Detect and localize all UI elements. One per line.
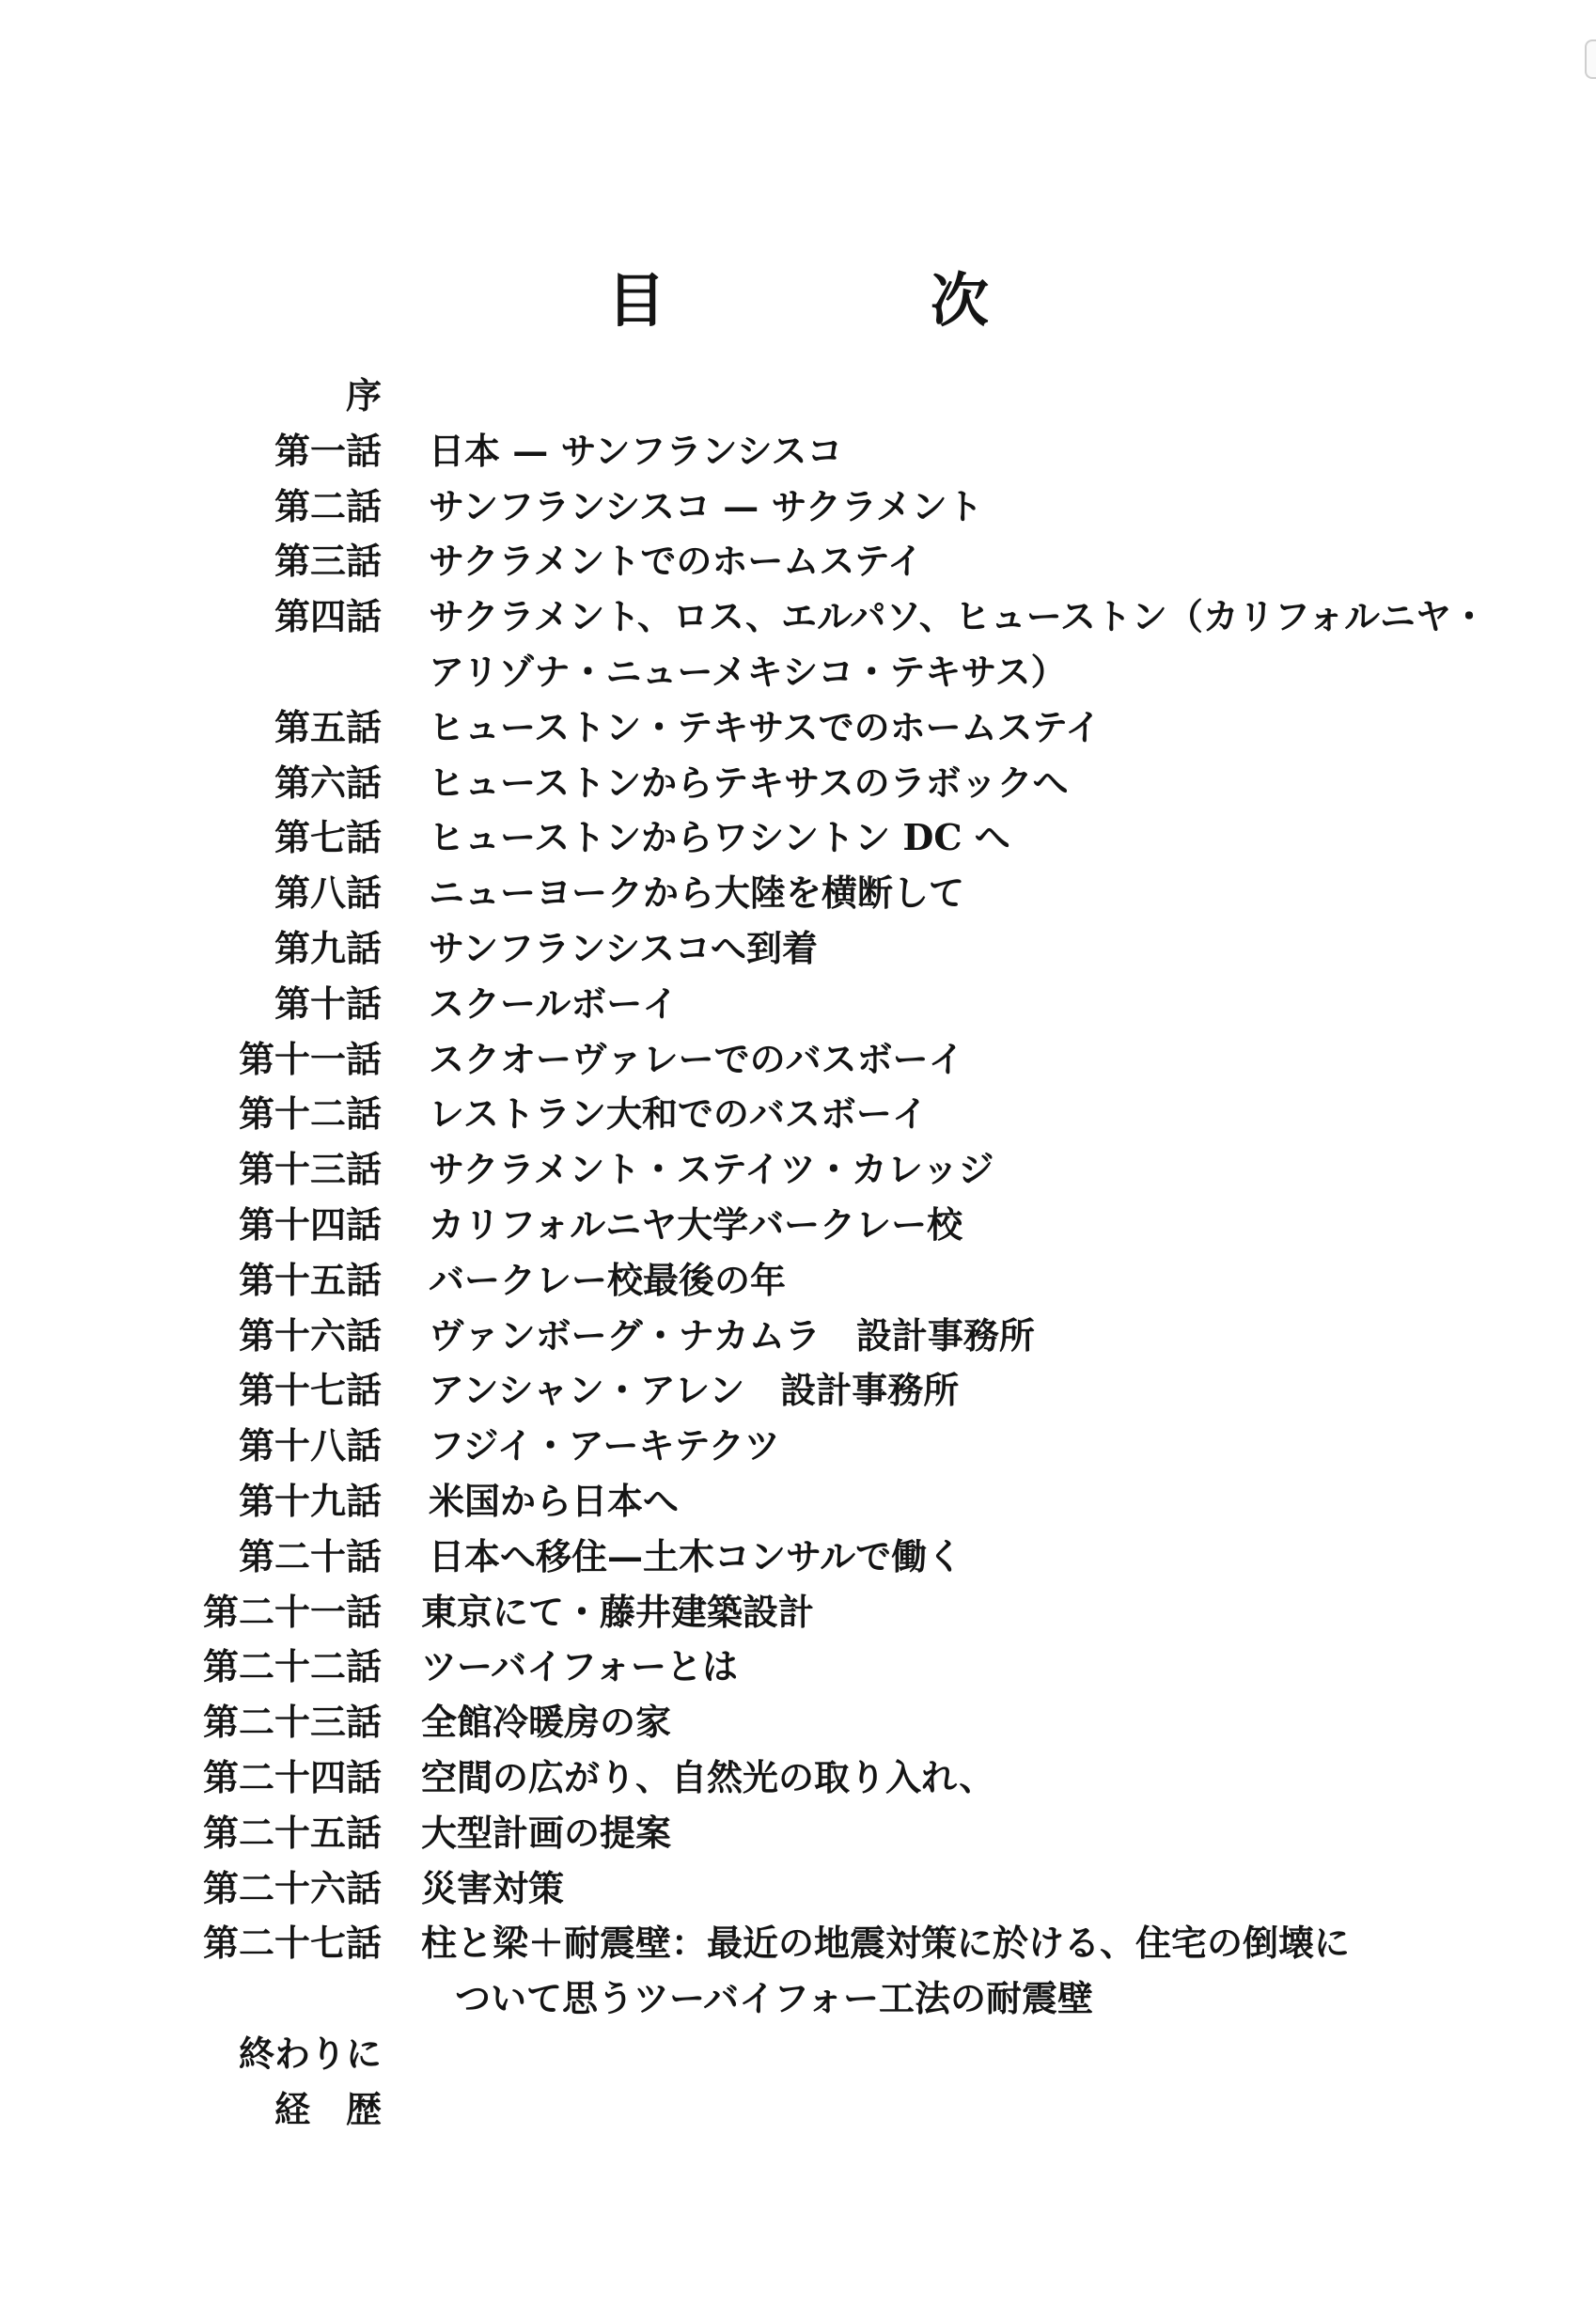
- toc-entry[interactable]: [0, 1142, 1596, 1198]
- chapter-title: 日本 — サンフランシスコ: [429, 429, 843, 472]
- toc-entry[interactable]: [0, 1309, 1596, 1364]
- toc-entry[interactable]: [0, 1032, 1596, 1088]
- toc-entry[interactable]: [0, 424, 1596, 479]
- chapter-number: 第六話: [274, 761, 382, 804]
- chapter-title: ヒューストンからテキサスのラボックへ: [429, 761, 1069, 804]
- chapter-number: 第二十二話: [202, 1645, 382, 1688]
- toc-entry[interactable]: [0, 1861, 1596, 1917]
- toc-entry[interactable]: [0, 1253, 1596, 1309]
- chapter-number: 第二話: [274, 484, 382, 527]
- toc-entry[interactable]: [0, 700, 1596, 756]
- chapter-title: レストラン大和でのバスボーイ: [429, 1092, 928, 1136]
- chapter-number: 第十四話: [238, 1202, 382, 1246]
- page-edge-tab: [1585, 39, 1596, 79]
- toc-entry[interactable]: [0, 1419, 1596, 1474]
- chapter-title-continuation: アリゾナ・ニューメキシコ・テキサス）: [429, 650, 1067, 693]
- toc-entry[interactable]: [0, 1087, 1596, 1142]
- chapter-title: 東京にて・藤井建築設計: [421, 1590, 815, 1633]
- chapter-title: スクールボーイ: [429, 981, 679, 1025]
- chapter-number: 第十八話: [238, 1424, 382, 1467]
- chapter-title: アンシャン・アレン 設計事務所: [429, 1369, 960, 1412]
- toc-career-label: 経 歴: [274, 2087, 382, 2130]
- chapter-title: カリフォルニヤ大学バークレー校: [429, 1202, 963, 1246]
- toc-entry[interactable]: [0, 589, 1596, 645]
- toc-entry[interactable]: [0, 1695, 1596, 1750]
- chapter-number: 第二十五話: [202, 1811, 382, 1854]
- toc-entry[interactable]: [0, 534, 1596, 589]
- chapter-title: サクラメント・ステイツ・カレッジ: [429, 1148, 994, 1191]
- chapter-title: 災害対策: [421, 1866, 565, 1909]
- chapter-number: 第八話: [274, 871, 382, 915]
- toc-entry-continuation: [0, 1971, 1596, 2027]
- toc-entry[interactable]: [0, 1806, 1596, 1861]
- chapter-number: 第二十三話: [202, 1701, 382, 1744]
- toc-entry[interactable]: [0, 1640, 1596, 1695]
- toc-preface-label: 序: [345, 374, 382, 416]
- chapter-title: ヒューストン・テキサスでのホームステイ: [429, 705, 1102, 748]
- chapter-title: 大型計画の提案: [421, 1811, 672, 1854]
- toc-entry[interactable]: [0, 921, 1596, 977]
- chapter-number: 第十二話: [238, 1092, 382, 1136]
- chapter-number: 第二十話: [238, 1534, 382, 1577]
- toc-entry[interactable]: [0, 1916, 1596, 1971]
- chapter-title: 柱と梁＋耐震壁：最近の地震対策に於ける、住宅の倒壊に: [421, 1922, 1351, 1965]
- chapter-number: 第十話: [274, 981, 382, 1025]
- chapter-title: スクオーヴァレーでのバスボーイ: [429, 1037, 964, 1080]
- chapter-title: ニューヨークから大陸を横断して: [429, 871, 965, 915]
- chapter-number: 第十九話: [238, 1479, 382, 1522]
- table-of-contents: [0, 369, 1596, 2138]
- chapter-title: 全館冷暖房の家: [421, 1701, 672, 1744]
- chapter-title: サクラメント、ロス、エルパソ、ヒューストン（カリフォルニヤ・: [429, 595, 1487, 638]
- chapter-title: バークレー校最後の年: [429, 1258, 787, 1301]
- chapter-number: 第二十四話: [202, 1755, 382, 1798]
- chapter-title: サクラメントでのホームステイ: [429, 540, 923, 583]
- page-title: 目 次: [606, 266, 1092, 335]
- chapter-title: 日本へ移住—土木コンサルで働く: [429, 1534, 963, 1577]
- chapter-number: 第一話: [274, 429, 382, 472]
- chapter-number: 第二十六話: [202, 1866, 382, 1909]
- toc-entry[interactable]: [0, 1585, 1596, 1640]
- toc-entry-career[interactable]: [0, 2082, 1596, 2138]
- chapter-number: 第十六話: [238, 1313, 382, 1357]
- chapter-number: 第二十一話: [202, 1590, 382, 1633]
- toc-entry[interactable]: [0, 1750, 1596, 1806]
- chapter-number: 第十五話: [238, 1258, 382, 1301]
- toc-entry[interactable]: [0, 1363, 1596, 1419]
- chapter-number: 第二十七話: [202, 1922, 382, 1965]
- chapter-number: 第九話: [274, 926, 382, 969]
- toc-entry[interactable]: [0, 1530, 1596, 1585]
- toc-entry[interactable]: [0, 977, 1596, 1032]
- chapter-title: ヒューストンからワシントン DC へ: [429, 816, 1010, 859]
- chapter-title: 米国から日本へ: [429, 1479, 680, 1522]
- toc-afterword-label: 終わりに: [238, 2032, 382, 2075]
- chapter-number: 第三話: [274, 540, 382, 583]
- chapter-title: サンフランシスコ — サクラメント: [429, 484, 983, 527]
- toc-entry[interactable]: [0, 1474, 1596, 1530]
- toc-entry[interactable]: [0, 479, 1596, 535]
- toc-entry[interactable]: [0, 866, 1596, 921]
- chapter-title: ツーバイフォーとは: [421, 1645, 739, 1688]
- chapter-number: 第十三話: [238, 1148, 382, 1191]
- toc-entry-continuation: [0, 645, 1596, 700]
- toc-entry[interactable]: [0, 810, 1596, 866]
- chapter-title-continuation: ついて思うツーバイフォー工法の耐震壁: [455, 1977, 1094, 2020]
- chapter-number: 第四話: [274, 595, 382, 638]
- chapter-number: 第十七話: [238, 1369, 382, 1412]
- chapter-title: ヴァンボーグ・ナカムラ 設計事務所: [429, 1313, 1035, 1357]
- toc-entry-afterword[interactable]: [0, 2027, 1596, 2082]
- toc-entry[interactable]: [0, 756, 1596, 811]
- toc-entry[interactable]: [0, 1198, 1596, 1253]
- chapter-number: 第五話: [274, 705, 382, 748]
- chapter-title: 空間の広がり、自然光の取り入れ、: [421, 1755, 995, 1798]
- toc-entry-preface[interactable]: [0, 369, 1596, 424]
- chapter-title: サンフランシスコへ到着: [429, 926, 819, 969]
- chapter-number: 第七話: [274, 816, 382, 859]
- chapter-title: フジイ・アーキテクツ: [429, 1424, 780, 1467]
- chapter-number: 第十一話: [238, 1037, 382, 1080]
